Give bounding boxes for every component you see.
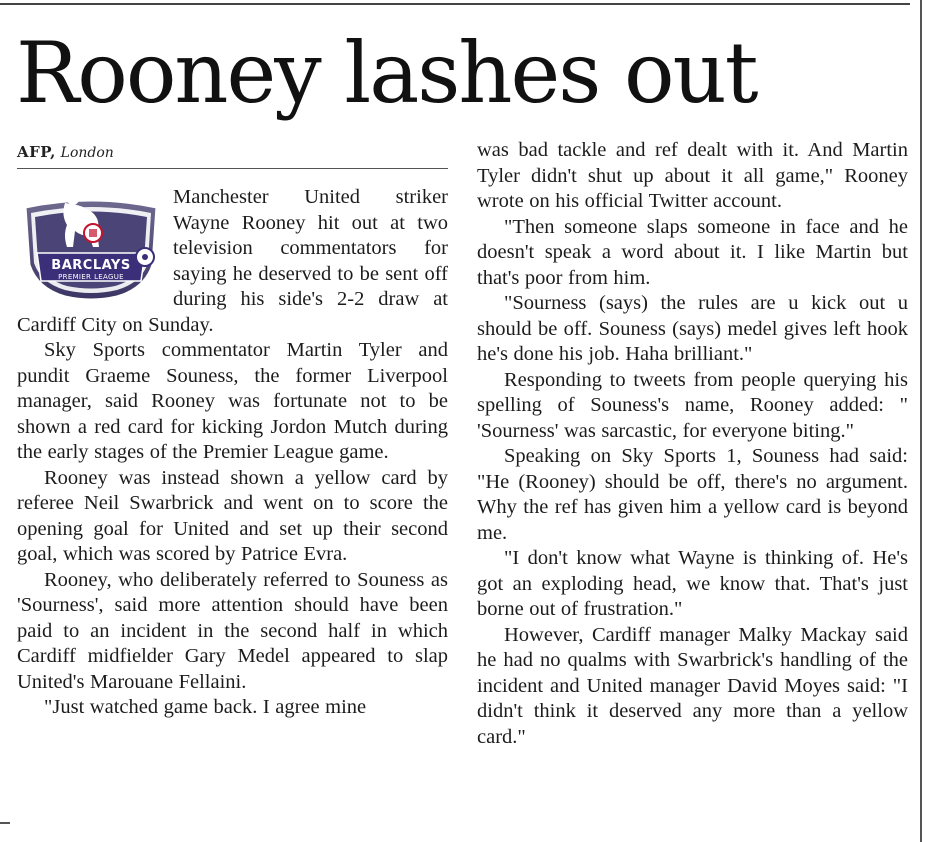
- logo-brand-text: BARCLAYS: [51, 258, 131, 273]
- lion-crest-icon: [17, 185, 165, 305]
- article-column-1: [17, 185, 448, 721]
- article-paragraph: However, Cardiff manager Malky Mackay said he had no qualms with Swarbrick's handling of the incident and United manager David Moyes said: "I didn't think it deserved any more than a yellow card.": [477, 623, 908, 748]
- top-rule: [0, 3, 910, 5]
- logo-sub-text: PREMIER LEAGUE: [58, 273, 124, 281]
- right-border: [920, 0, 922, 842]
- byline: [17, 142, 114, 163]
- article-paragraph: Rooney was instead shown a yellow card by referee Neil Swarbrick and went on to score the opening goal for United and set up their second goal, which was scored by Patrice Evra.: [17, 466, 448, 565]
- headline: Rooney lashes out: [16, 24, 757, 122]
- bottom-rule: [0, 822, 10, 824]
- article-paragraph: Sky Sports commentator Martin Tyler and pundit Graeme Souness, the former Liverpool manager, said Rooney was fortunate not to be shown a red card for kicking Jordon Mutch during the early stages of the Premier League game.: [17, 339, 448, 463]
- article-column-2: [477, 138, 908, 750]
- article-paragraph: "Just watched game back. I agree mine: [44, 696, 367, 718]
- byline-agency: AFP,: [17, 143, 56, 161]
- article-paragraph: Responding to tweets from people querying his spelling of Souness's name, Rooney added: " 'Sourness' was sarcastic, for everyone biting.": [477, 368, 908, 442]
- byline-location: London: [60, 145, 114, 161]
- article-paragraph: Speaking on Sky Sports 1, Souness had said: "He (Rooney) should be off, there's no argument. Why the ref has given him a yellow card is beyond me.: [477, 445, 908, 544]
- article-paragraph: "Sourness (says) the rules are u kick out u should be off. Souness (says) medel gives left hook he's done his job. Haha brilliant.": [477, 292, 908, 365]
- premier-league-logo: [17, 185, 165, 305]
- article-paragraph: "I don't know what Wayne is thinking of. He's got an exploding head, we know that. That's just borne out of frustration.": [477, 547, 908, 620]
- article-paragraph: was bad tackle and ref dealt with it. And Martin Tyler didn't shut up about it all game," Rooney wrote on his official Twitter account.: [477, 139, 908, 212]
- article-paragraph: Manchester United striker Wayne Rooney hit out at two television commentators for saying he deserved to be sent off during his side's 2-2 draw at Cardiff City on Sunday.: [17, 186, 448, 336]
- byline-rule: [17, 168, 448, 169]
- article-paragraph: Rooney, who deliberately referred to Souness as 'Sourness', said more attention should have been paid to an incident in the second half in which Cardiff midfielder Gary Medel appeared to slap United's Marouane Fellaini.: [17, 568, 448, 693]
- article-paragraph: "Then someone slaps someone in face and he doesn't speak a word about it. I like Martin but that's poor from him.: [477, 215, 908, 289]
